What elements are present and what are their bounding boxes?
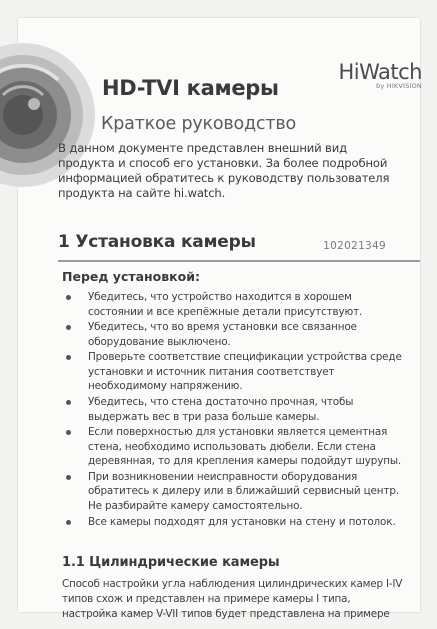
brand-logo — [338, 60, 422, 90]
intro-line: продукта на сайте hi.watch. — [58, 186, 226, 200]
bullet-icon — [66, 295, 71, 300]
page-subtitle: Краткое руководство — [101, 114, 296, 134]
intro-paragraph — [58, 141, 430, 201]
subsection-title: 1.1 Цилиндрические камеры — [62, 555, 280, 570]
list-item: Убедитесь, что устройство находится в хорошем состоянии и все крепёжные детали присутствуют. — [62, 290, 434, 319]
bullet-icon — [66, 400, 71, 405]
before-install-heading: Перед установкой: — [62, 269, 201, 284]
brand-name: HiWatch — [338, 60, 422, 84]
bullet-icon — [66, 355, 71, 360]
list-item: Убедитесь, что во время установки все связанное оборудование выключено. — [62, 320, 434, 349]
bullet-icon — [66, 325, 71, 330]
document-number: 102021349 — [323, 240, 386, 252]
list-item: Проверьте соответствие спецификации устройства среде установки и источник питания соответствует необходимому напряжению. — [62, 350, 434, 394]
list-item: Убедитесь, что стена достаточно прочная, чтобы выдержать вес в три раза больше камеры. — [62, 395, 434, 424]
paragraph-line: настройка камер V-VII типов будет представлена на примере — [62, 608, 390, 620]
document-page — [18, 18, 422, 620]
section-title: 1 Установка камеры — [58, 232, 256, 252]
page-title: HD-TVI камеры — [102, 76, 279, 100]
list-item: Все камеры подходят для установки на стену и потолок. — [62, 515, 434, 530]
brand-subtitle: by HIKVISION — [376, 82, 422, 90]
list-item: Если поверхностью для установки является цементная стена, необходимо использовать дюбели. Если стена деревянная, то для крепления камеры подойдут шурупы. — [62, 425, 434, 469]
list-item: При возникновении неисправности оборудования обратитесь к дилеру или в ближайший сервисный центр. Не разбирайте камеру самостоятельно. — [62, 470, 434, 514]
bullet-icon — [66, 520, 71, 525]
bullet-icon — [66, 430, 71, 435]
section-divider — [58, 260, 420, 262]
intro-line: продукта и способ его установки. За более подробной — [58, 156, 388, 170]
subsection-paragraph — [62, 577, 434, 622]
bullet-icon — [66, 475, 71, 480]
paragraph-line: Способ настройки угла наблюдения цилиндрических камер I-IV — [62, 578, 403, 590]
precautions-list — [62, 290, 434, 530]
intro-line: В данном документе представлен внешний вид — [58, 141, 347, 155]
intro-line: информацией обратитесь к руководству пользователя — [58, 171, 390, 185]
paragraph-line: типов схож и представлен на примере камеры I типа, — [62, 593, 351, 605]
